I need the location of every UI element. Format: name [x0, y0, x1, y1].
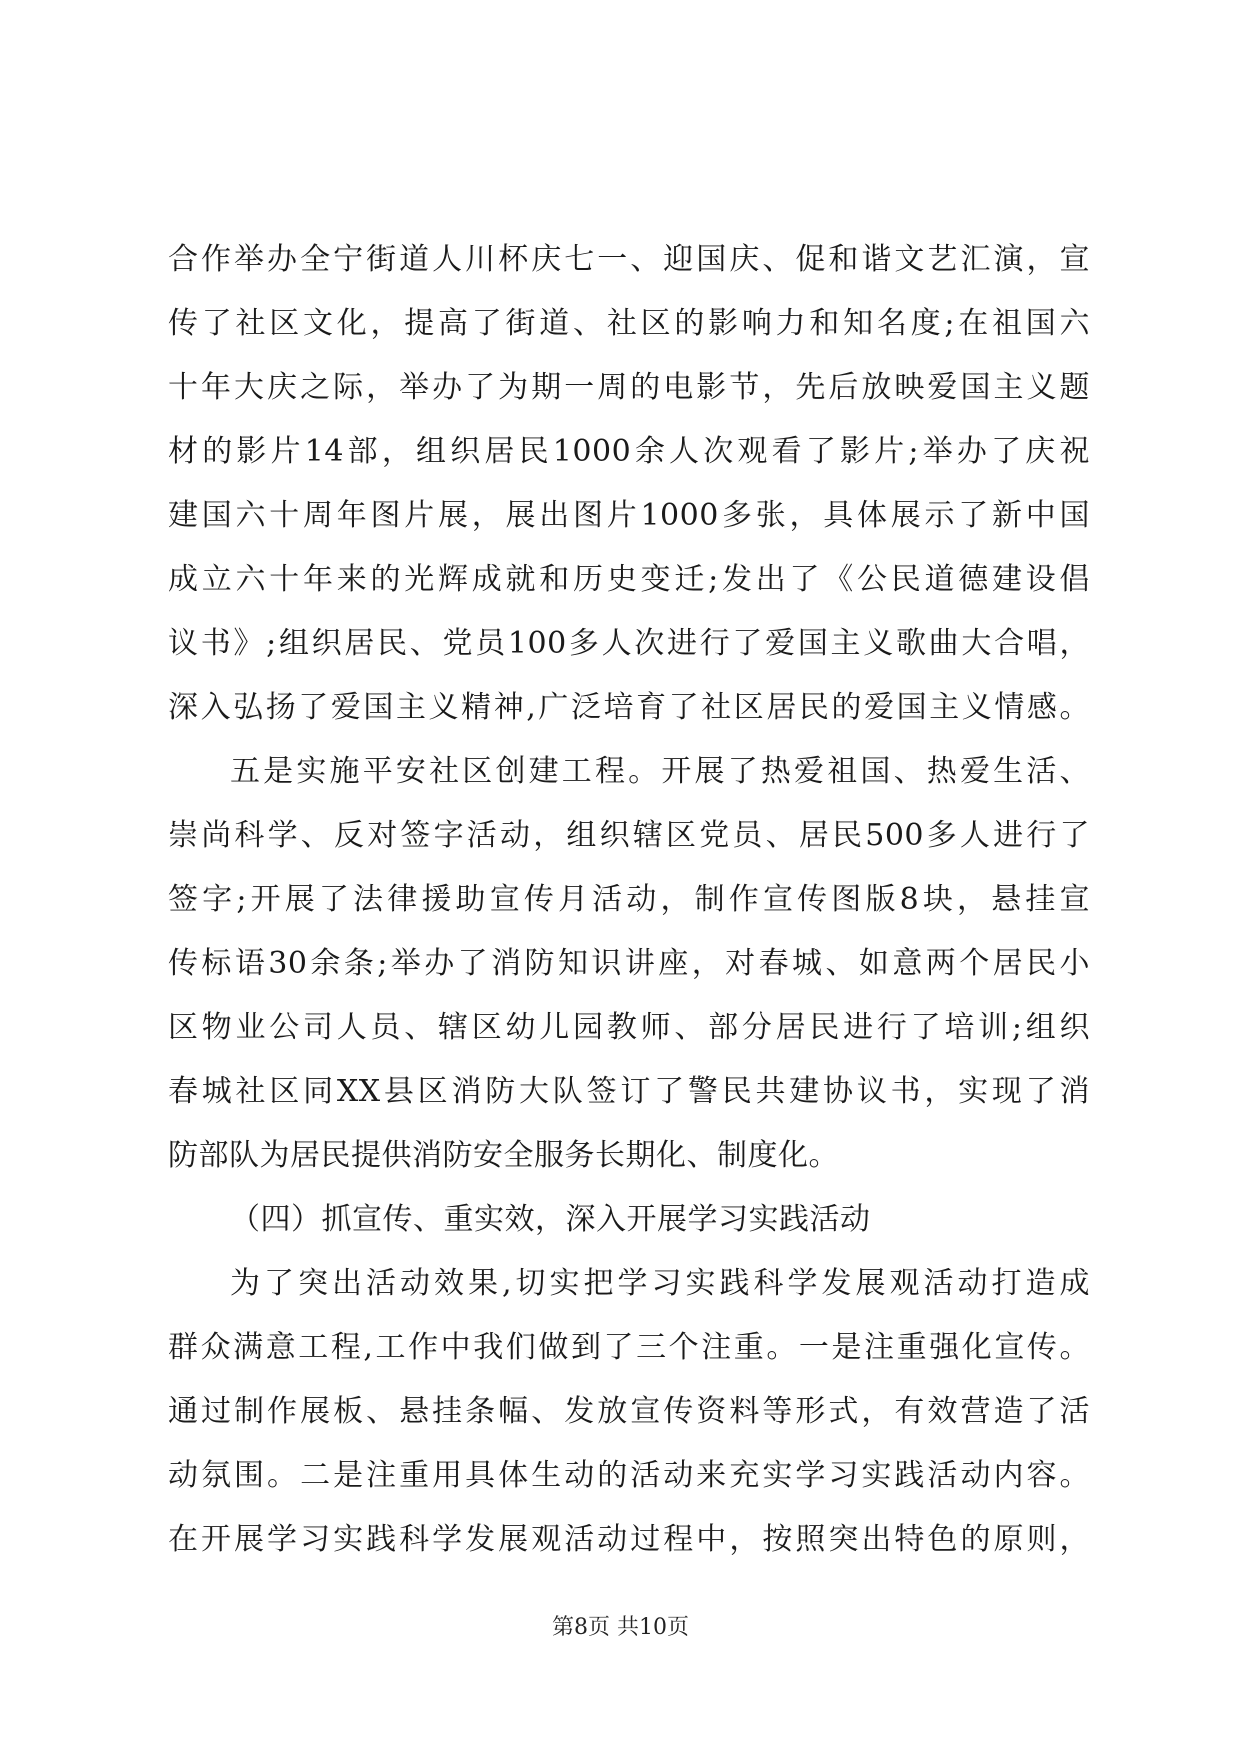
text-line: 防部队为居民提供消防安全服务长期化、制度化。	[168, 1138, 839, 1173]
section-heading: （四）抓宣传、重实效，深入开展学习实践活动	[230, 1202, 871, 1237]
text-line: 为了突出活动效果,切实把学习实践科学发展观活动打造成	[230, 1266, 1090, 1301]
text-line: 在开展学习实践科学发展观活动过程中，按照突出特色的原则，	[168, 1522, 1090, 1557]
text-line: 崇尚科学、反对签字活动，组织辖区党员、居民500多人进行了	[168, 818, 1090, 853]
body-text	[168, 228, 1090, 1572]
text-line: 传了社区文化，提高了街道、社区的影响力和知名度;在祖国六	[168, 306, 1090, 341]
text-line: 通过制作展板、悬挂条幅、发放宣传资料等形式，有效营造了活	[168, 1394, 1090, 1429]
text-line: 合作举办全宁街道人川杯庆七一、迎国庆、促和谐文艺汇演，宣	[168, 242, 1090, 277]
text-line: 五是实施平安社区创建工程。开展了热爱祖国、热爱生活、	[230, 754, 1090, 789]
text-line: 材的影片14部，组织居民1000余人次观看了影片;举办了庆祝	[168, 434, 1090, 469]
text-line: 议书》;组织居民、党员100多人次进行了爱国主义歌曲大合唱，	[168, 626, 1090, 661]
text-line: 十年大庆之际，举办了为期一周的电影节，先后放映爱国主义题	[168, 370, 1090, 405]
text-line: 成立六十年来的光辉成就和历史变迁;发出了《公民道德建设倡	[168, 562, 1090, 597]
text-line: 深入弘扬了爱国主义精神,广泛培育了社区居民的爱国主义情感。	[168, 690, 1090, 725]
text-line: 建国六十周年图片展，展出图片1000多张，具体展示了新中国	[168, 498, 1090, 533]
page-footer: 第8页 共10页	[552, 1615, 689, 1640]
text-line: 春城社区同XX县区消防大队签订了警民共建协议书，实现了消	[168, 1074, 1090, 1109]
text-line: 群众满意工程,工作中我们做到了三个注重。一是注重强化宣传。	[168, 1330, 1090, 1365]
text-line: 区物业公司人员、辖区幼儿园教师、部分居民进行了培训;组织	[168, 1010, 1090, 1045]
text-line: 签字;开展了法律援助宣传月活动，制作宣传图版8块，悬挂宣	[168, 882, 1090, 917]
text-line: 传标语30余条;举办了消防知识讲座，对春城、如意两个居民小	[168, 946, 1090, 981]
text-line: 动氛围。二是注重用具体生动的活动来充实学习实践活动内容。	[168, 1458, 1090, 1493]
